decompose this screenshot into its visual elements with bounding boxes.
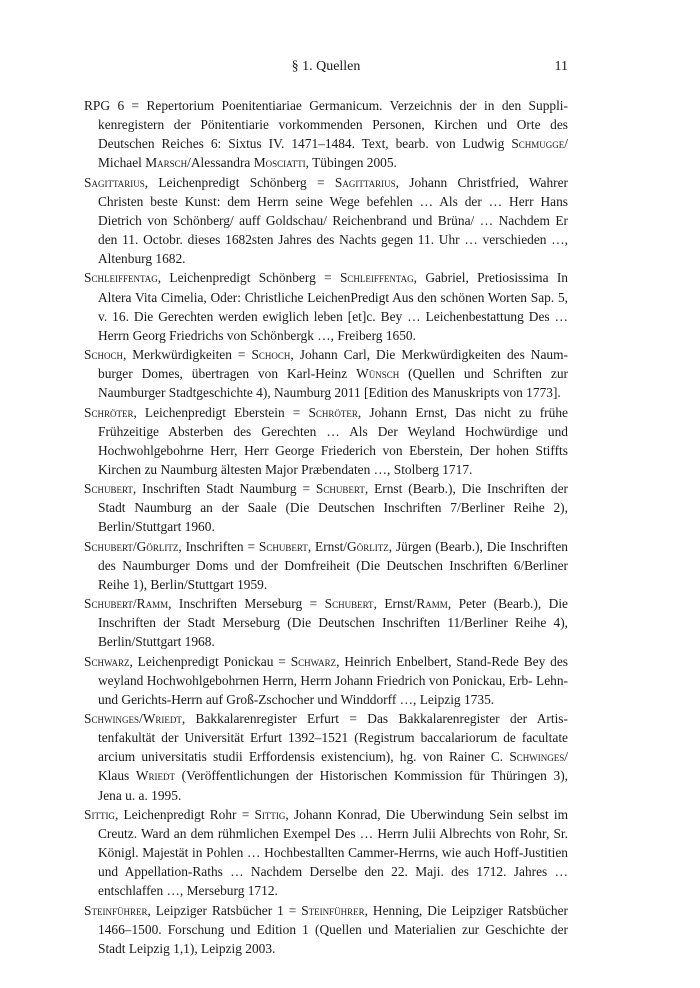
entry-text: / xyxy=(132,596,137,612)
author-name: Schleiffentag xyxy=(339,270,414,286)
entry-text: , Tübingen 2005. xyxy=(305,155,397,171)
author-name: Görlitz xyxy=(347,538,389,554)
author-name: Görlitz xyxy=(136,538,179,554)
entry-text: , Henning, Die Leipziger Ratsbücher 1466–1500. Forschung und Edition 1 (Quellen und Materialien zur Geschichte der Stadt Leipzig 1,1), Leipzig 2003. xyxy=(98,902,568,956)
author-name: Sittig xyxy=(254,806,286,822)
author-name: Schoch xyxy=(84,347,123,363)
author-name: Wriedt xyxy=(135,768,176,784)
entry-text: , Leichenpredigt Eberstein = xyxy=(133,404,309,420)
author-name: Ramm xyxy=(416,596,448,612)
entry-text: , Johann Ernst, Das nicht zu frühe Frühzeitige Absterben des Gerechten … Als Der Weyland Hochwürdige und Hochwohlgebohrne Herr, Herr George Friederich von Eberstein, Der hohen Stiffts Kirchen zu Naumburg ältesten Major Præbendaten …, Stolberg 1717. xyxy=(98,404,568,477)
entry-text: , Johann Christfried, Wahrer Christen beste Kunst: dem Herrn seine Wege befehlen … Als der … Herr Hans Dietrich von Schönberg/ auff Goldschau/ Reichenbrand und Brüna/ … Nachdem Er den 11. Octobr. dieses 1682sten Jahres des Nachts gegen 11. Uhr … verschieden …, Altenburg 1682. xyxy=(98,174,568,267)
entry-text: , Johann Carl, Die Merkwürdigkeiten des Naumburger Domes, übertragen von Karl-Heinz xyxy=(98,347,568,382)
author-name: Schoch xyxy=(251,347,291,363)
entry-text: , Peter (Bearb.), Die Inschriften der Stadt Merseburg (Die Deutschen Inschriften 11/Berliner Reihe 4), Berlin/Stuttgart 1968. xyxy=(98,596,569,650)
bibliography-entry xyxy=(84,805,568,901)
section-title: § 1. Quellen xyxy=(291,59,361,74)
entry-text: , Jürgen (Bearb.), Die Inschriften des Naumburger Doms und der Domfreiheit (Die Deutschen Inschriften 6/Berliner Reihe 1), Berlin/Stuttgart 1959. xyxy=(98,538,568,592)
bibliography-entry xyxy=(84,345,568,402)
author-name: Schröter xyxy=(308,404,358,420)
author-name: Schwinges xyxy=(84,711,139,726)
bibliography-entry xyxy=(84,709,568,805)
author-name: Sittig xyxy=(84,806,115,822)
author-name: Steinführer xyxy=(84,902,148,918)
entry-text: , Ernst (Bearb.), Die Inschriften der Stadt Naumburg an der Saale (Die Deutschen Inschriften 7/Berliner Reihe 2), Berlin/Stuttgart 1960. xyxy=(98,481,568,535)
entry-text: , Leichenpredigt Schönberg = xyxy=(144,174,335,190)
entry-text: / xyxy=(132,538,137,554)
entry-text: RPG 6 = Repertorium Poenitentiariae Germanicum. Verzeichnis der in den Supplikenregistern der Pönitentiarie vorkommenden Personen, Kirchen und Orte des Deutschen Reiches 6: Sixtus IV. 1471–1484. Text, bearb. von Ludwig xyxy=(84,98,568,152)
entry-text: / Klaus xyxy=(98,749,568,784)
author-name: Schwinges xyxy=(509,749,565,765)
bibliography-entry xyxy=(84,96,568,173)
bibliography-entry xyxy=(84,268,568,345)
author-name: Steinführer xyxy=(301,902,365,918)
entry-text: , Leichenpredigt Ponickau = xyxy=(129,653,291,669)
entry-text: , Bakkalarenregister Erfurt = Das Bakkalarenregister der Artistenfakultät der Universität Erfurt 1392–1521 (Registrum baccalariorum de facultate arcium universitatis studii Erffordensis existencium), hg. von Rainer C. xyxy=(98,711,568,765)
author-name: Schmugge xyxy=(511,136,565,152)
author-name: Schubert xyxy=(84,596,133,612)
entry-text: , Inschriften = xyxy=(178,538,259,554)
entry-text: , Leichenpredigt Rohr = xyxy=(114,806,255,822)
entry-text: / Michael xyxy=(98,136,568,171)
entry-text: , Johann Konrad, Die Uberwindung Sein selbst im Creutz. Ward an dem rühmlichen Exempel Des … Herrn Julii Albrechts von Rohr, Sr. Königl. Majestät in Pohlen … Hochbestallten Cammer-Herrns, wie auch Hoff-Justitien und Appellation-Raths … Nachdem Derselbe den 22. Maji. des 1712. Jahres … entschlaffen …, Merseburg 1712. xyxy=(98,806,568,899)
bibliography-entry xyxy=(84,652,568,709)
author-name: Wriedt xyxy=(142,711,182,726)
author-name: Schubert xyxy=(84,481,133,497)
author-name: Mosciatti xyxy=(253,155,306,171)
bibliography-entry xyxy=(84,594,568,651)
entry-text: , Merkwürdigkeiten = xyxy=(122,347,252,363)
entry-text: , Leichenpredigt Schönberg = xyxy=(157,270,340,286)
entry-text: , Leipziger Ratsbücher 1 = xyxy=(147,902,302,918)
author-name: Sagittarius xyxy=(84,174,145,190)
bibliography-entry xyxy=(84,403,568,480)
author-name: Schubert xyxy=(315,481,365,497)
entry-text: / xyxy=(138,711,143,726)
bibliography-list xyxy=(84,96,568,958)
author-name: Wünsch xyxy=(356,366,400,382)
bibliography-entry xyxy=(84,173,568,269)
entry-text: , Ernst/ xyxy=(373,596,417,612)
author-name: Marsch xyxy=(145,155,188,171)
running-head xyxy=(84,59,568,83)
author-name: Schubert xyxy=(258,538,308,554)
author-name: Ramm xyxy=(136,596,169,612)
entry-text: , Inschriften Merseburg = xyxy=(168,596,325,612)
entry-text: , Gabriel, Pretiosissima In Altera Vita Cimelia, Oder: Christliche LeichenPredigt Aus den schönen Worten Sap. 5, v. 16. Die Gerechten werden ewiglich leben [et]c. Bey … Leichenbestattung Des … Herrn Georg Friedrichs von Schönbergk …, Freiberg 1650. xyxy=(98,270,569,343)
entry-text: , Inschriften Stadt Naumburg = xyxy=(132,481,316,497)
page-number: 11 xyxy=(554,59,568,74)
bibliography-entry xyxy=(84,901,568,958)
author-name: Schröter xyxy=(84,404,134,420)
entry-text: , Ernst/ xyxy=(307,538,348,554)
author-name: Schleiffentag xyxy=(84,270,158,286)
bibliography-entry xyxy=(84,479,568,536)
bibliography-entry xyxy=(84,537,568,594)
author-name: Schubert xyxy=(324,596,374,612)
entry-text: /Alessandra xyxy=(187,155,254,171)
author-name: Schwarz xyxy=(84,653,130,669)
author-name: Schwarz xyxy=(290,653,337,669)
author-name: Sagittarius xyxy=(334,174,396,190)
entry-text: , Heinrich Enbelbert, Stand-Rede Bey des weyland Hochwohlgebohrnen Herrn, Herrn Johann Friedrich von Ponickau, Erb- Lehn- und Gerichts-Herrn auf Groß-Zschocher und Winddorff …, Leipzig 1735. xyxy=(98,653,568,707)
entry-text: (Veröffentlichungen der Historischen Kommission für Thüringen 3), Jena u. a. 1995. xyxy=(98,768,568,803)
entry-text: (Quellen und Schriften zur Naumburger Stadtgeschichte 4), Naumburg 2011 [Edition des Manuskripts von 1773]. xyxy=(98,366,568,401)
author-name: Schubert xyxy=(84,538,133,554)
